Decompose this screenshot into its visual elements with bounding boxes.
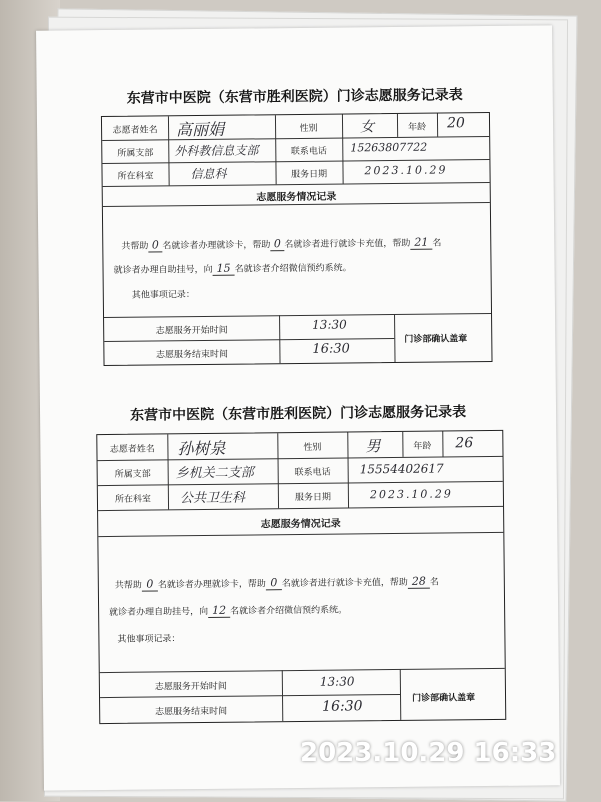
count-self-registration: 21 [410, 236, 432, 250]
value-volunteer-name: 高丽娟 [175, 119, 225, 140]
label-department: 所在科室 [117, 171, 154, 182]
count-card-issued: 0 [148, 238, 162, 252]
service-line-1: 共帮助 0 名就诊者办理就诊卡，帮助 0 名就诊者进行就诊卡充值，帮助 21 名 [121, 235, 442, 252]
label-service-date: 服务日期 [290, 169, 328, 181]
value-service-date: 2023.10.29 [364, 163, 448, 178]
other-items-label: 其他事项记录： [117, 634, 181, 645]
form-title: 东营市中医院（东营市胜利医院）门诊志愿服务记录表 [129, 404, 467, 424]
value-gender: 男 [365, 437, 381, 456]
label-stamp: 门诊部确认盖章 [411, 693, 476, 704]
value-age: 26 [455, 435, 474, 452]
value-end-time: 16:30 [312, 341, 350, 357]
count-card-recharge: 0 [266, 576, 282, 590]
count-wechat-intro: 15 [212, 262, 234, 276]
label-age: 年龄 [408, 122, 427, 133]
label-start-time: 志愿服务开始时间 [155, 325, 228, 337]
value-phone: 15554402617 [359, 461, 444, 477]
value-department: 信息科 [190, 166, 227, 182]
form-table [96, 430, 506, 724]
value-gender: 女 [359, 119, 375, 136]
label-branch: 所属支部 [117, 148, 154, 159]
label-gender: 性别 [299, 123, 318, 134]
service-line-1: 共帮助 0 名就诊者办理就诊卡，帮助 0 名就诊者进行就诊卡充值，帮助 28 名 [114, 574, 439, 591]
label-volunteer-name: 志愿者姓名 [112, 125, 158, 136]
label-phone: 联系电话 [290, 146, 327, 158]
count-self-registration: 28 [408, 575, 430, 589]
value-service-date: 2023.10.29 [369, 487, 453, 502]
value-department: 公共卫生科 [179, 490, 246, 507]
section-title: 志愿服务情况记录 [256, 191, 337, 204]
count-card-issued: 0 [142, 577, 158, 591]
form-table [101, 112, 493, 366]
label-department: 所在科室 [114, 494, 152, 505]
label-phone: 联系电话 [294, 467, 331, 479]
label-volunteer-name: 志愿者姓名 [109, 444, 155, 455]
record-sheet [36, 25, 560, 790]
value-phone: 15263807722 [350, 140, 428, 155]
service-line-2: 就诊者办理自助挂号，向 15 名就诊者介绍微信预约系统。 [113, 261, 352, 276]
label-end-time: 志愿服务结束时间 [155, 706, 228, 718]
section-title: 志愿服务情况记录 [260, 518, 341, 531]
photo-timestamp: 2023.10.29 16:33 [300, 738, 557, 768]
value-volunteer-name: 孙树泉 [177, 438, 226, 459]
count-card-recharge: 0 [270, 237, 284, 251]
label-service-date: 服务日期 [294, 492, 331, 504]
label-start-time: 志愿服务开始时间 [154, 681, 227, 693]
form-title: 东营市中医院（东营市胜利医院）门诊志愿服务记录表 [126, 87, 463, 107]
label-stamp: 门诊部确认盖章 [404, 334, 468, 345]
service-line-2: 就诊者办理自助挂号，向 12 名就诊者介绍微信预约系统。 [109, 603, 348, 618]
value-branch: 外科教信息支部 [174, 143, 259, 159]
value-end-time: 16:30 [322, 698, 363, 715]
label-end-time: 志愿服务结束时间 [155, 349, 228, 361]
other-items-label: 其他事项记录： [131, 290, 195, 301]
label-age: 年龄 [413, 441, 432, 452]
count-wechat-intro: 12 [208, 604, 230, 618]
value-branch: 乡机关二支部 [175, 465, 254, 482]
label-branch: 所属支部 [114, 469, 151, 480]
value-start-time: 13:30 [312, 317, 347, 332]
value-start-time: 13:30 [319, 674, 355, 689]
label-gender: 性别 [303, 442, 322, 453]
value-age: 20 [446, 115, 465, 132]
